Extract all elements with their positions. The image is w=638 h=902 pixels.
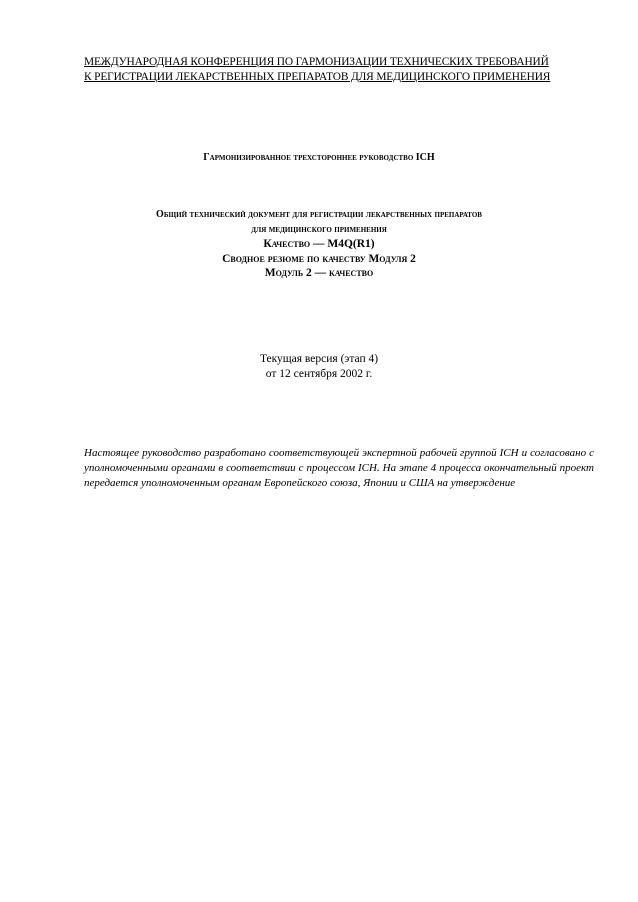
guideline-title: Гармонизированное трехстороннее руководство ICH xyxy=(203,152,435,163)
title-line-3: Качество — M4Q(R1) xyxy=(263,238,375,250)
header-line-1: МЕЖДУНАРОДНАЯ КОНФЕРЕНЦИЯ ПО ГАРМОНИЗАЦИИ ТЕХНИЧЕСКИХ ТРЕБОВАНИЙ xyxy=(84,56,549,68)
approval-note: Настоящее руководство разработано соответствующей экспертной рабочей группой ICH и согласовано с уполномоченными органами в соответствии с процессом ICH. На этапе 4 процесса окончательный проект передается уполномоченным органам Европейского союза, Японии и США на утверждение xyxy=(84,447,594,490)
title-line-4: Сводное резюме по качеству Модуля 2 xyxy=(222,252,416,265)
header-line-2: К РЕГИСТРАЦИИ ЛЕКАРСТВЕННЫХ ПРЕПАРАТОВ ДЛЯ МЕДИЦИНСКОГО ПРИМЕНЕНИЯ xyxy=(84,71,551,83)
title-line-5: Модуль 2 — качество xyxy=(264,267,374,279)
version-block xyxy=(0,352,638,382)
conference-header xyxy=(84,55,594,85)
version-date: от 12 сентября 2002 г. xyxy=(265,368,373,380)
version-status: Текущая версия (этап 4) xyxy=(259,353,379,365)
title-line-1: Общий технический документ для регистрации лекарственных препаратов xyxy=(156,209,482,220)
document-title xyxy=(0,208,638,281)
title-line-2: для медицинского применения xyxy=(251,223,387,235)
